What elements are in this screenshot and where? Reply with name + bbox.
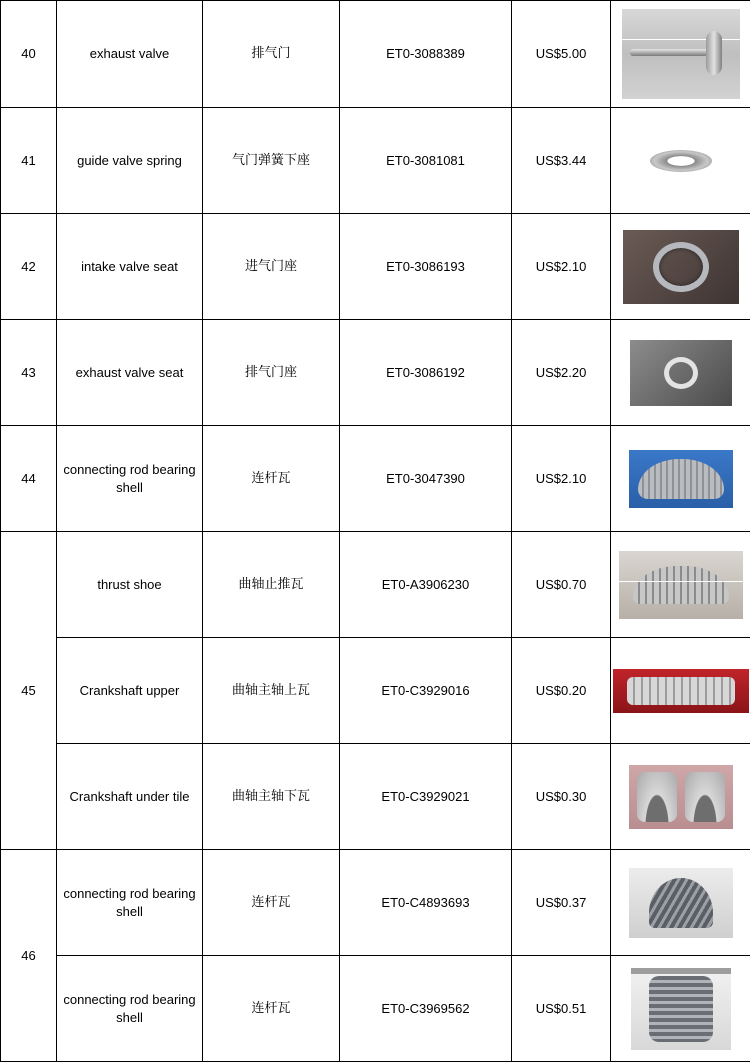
part-name-chinese: 排气门 [203, 1, 340, 108]
part-name: connecting rod bearing shell [57, 850, 203, 956]
part-name-chinese: 排气门座 [203, 320, 340, 426]
table-row [1, 108, 750, 214]
exhaust-valve-photo [622, 9, 740, 99]
part-code: ET0-3088389 [340, 1, 512, 108]
table-row [1, 426, 750, 532]
intake-valve-seat-photo [623, 230, 739, 304]
part-price: US$5.00 [512, 1, 611, 108]
part-name-chinese: 曲轴止推瓦 [203, 532, 340, 638]
part-price: US$3.44 [512, 108, 611, 214]
part-price: US$0.30 [512, 744, 611, 850]
part-price: US$2.10 [512, 214, 611, 320]
table-row [1, 532, 750, 638]
row-number: 40 [1, 1, 57, 108]
part-name: thrust shoe [57, 532, 203, 638]
part-name: connecting rod bearing shell [57, 426, 203, 532]
part-code: ET0-A3906230 [340, 532, 512, 638]
row-number: 41 [1, 108, 57, 214]
table-row [1, 956, 750, 1062]
part-price: US$2.10 [512, 426, 611, 532]
part-code: ET0-3086193 [340, 214, 512, 320]
part-code: ET0-C3929021 [340, 744, 512, 850]
crankshaft-upper-bearing-photo [613, 669, 749, 713]
part-name: exhaust valve [57, 1, 203, 108]
part-name-chinese: 进气门座 [203, 214, 340, 320]
part-name: Crankshaft under tile [57, 744, 203, 850]
part-name: connecting rod bearing shell [57, 956, 203, 1062]
part-name-chinese: 曲轴主轴上瓦 [203, 638, 340, 744]
part-code: ET0-3081081 [340, 108, 512, 214]
part-code: ET0-C3969562 [340, 956, 512, 1062]
part-price: US$0.51 [512, 956, 611, 1062]
valve-spring-seat-photo [646, 146, 716, 176]
part-name-chinese: 曲轴主轴下瓦 [203, 744, 340, 850]
part-name: guide valve spring [57, 108, 203, 214]
table-row [1, 744, 750, 850]
part-code: ET0-3086192 [340, 320, 512, 426]
part-code: ET0-C4893693 [340, 850, 512, 956]
row-number: 44 [1, 426, 57, 532]
table-row [1, 850, 750, 956]
part-name-chinese: 气门弹簧下座 [203, 108, 340, 214]
row-number: 43 [1, 320, 57, 426]
bearing-shell-stack-photo [629, 868, 733, 938]
part-price: US$0.37 [512, 850, 611, 956]
part-price: US$0.20 [512, 638, 611, 744]
table-row [1, 1, 750, 108]
table-row [1, 214, 750, 320]
exhaust-valve-seat-photo [630, 340, 732, 406]
part-price: US$0.70 [512, 532, 611, 638]
part-name: Crankshaft upper [57, 638, 203, 744]
thrust-shoe-photo [619, 551, 743, 619]
part-name-chinese: 连杆瓦 [203, 850, 340, 956]
bearing-shell-photo [629, 450, 733, 508]
part-name: intake valve seat [57, 214, 203, 320]
table-row [1, 320, 750, 426]
bearing-shell-stack-photo [631, 968, 731, 1050]
part-name-chinese: 连杆瓦 [203, 956, 340, 1062]
crankshaft-lower-bearing-photo [629, 765, 733, 829]
row-number: 42 [1, 214, 57, 320]
row-number: 45 [1, 532, 57, 850]
row-number: 46 [1, 850, 57, 1062]
part-price: US$2.20 [512, 320, 611, 426]
part-name-chinese: 连杆瓦 [203, 426, 340, 532]
part-code: ET0-C3929016 [340, 638, 512, 744]
table-row [1, 638, 750, 744]
part-name: exhaust valve seat [57, 320, 203, 426]
part-code: ET0-3047390 [340, 426, 512, 532]
